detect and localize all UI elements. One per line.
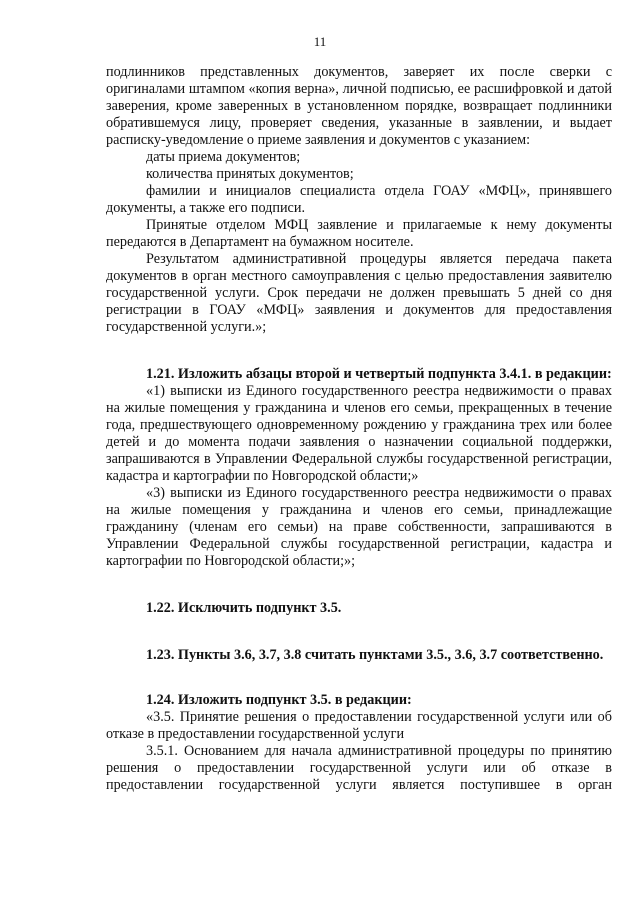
heading-1-24: 1.24. Изложить подпункт 3.5. в редакции: bbox=[146, 692, 412, 708]
list-item-dates: даты приема документов; bbox=[146, 149, 301, 165]
paragraph-item-3: «3) выписки из Единого государственного реестра недвижимости о правах на жилые помещения у гражданина и членов его семьи, принадлежащие гражданину (членам его семьи) на праве собственности, запрашиваются в Управлении Федеральной службы государственной регистрации, кадастра и картографии по Новгородской области;»; bbox=[106, 485, 612, 569]
paragraph-3-5-title: «3.5. Принятие решения о предоставлении государственной услуги или об отказе в предоставлении государственной услуги bbox=[106, 709, 612, 742]
paragraph-item-1: «1) выписки из Единого государственного реестра недвижимости о правах на жилые помещения у гражданина и членов его семьи, прекращенных в течение года, предшествующего одновременному рождению у гражданина трех или более детей и до момента подачи заявления о назначении социальной поддержки, запрашиваются в Управлении Федеральной службы государственной регистрации, кадастра и картографии по Новгородской области;» bbox=[106, 383, 612, 484]
paragraph-3-5-1: 3.5.1. Основанием для начала административной процедуры по принятию решения о предоставлении государственной услуги или об отказе в предоставлении государственной услуги является поступившее в орган bbox=[106, 743, 612, 793]
document-body bbox=[106, 64, 612, 794]
heading-1-21: 1.21. Изложить абзацы второй и четвертый подпункта 3.4.1. в редакции: bbox=[146, 366, 612, 382]
heading-1-23: 1.23. Пункты 3.6, 3.7, 3.8 считать пунктами 3.5., 3.6, 3.7 соответственно. bbox=[146, 647, 604, 663]
paragraph-continuation: подлинников представленных документов, заверяет их после сверки с оригиналами штампом «копия верна», личной подписью, ее расшифровкой и датой заверения, кроме заверенных в установленном порядке, возвращает подлинники обратившемуся лицу, проверяет сведения, указанные в заявлении, и выдает расписку-уведомление о приеме заявления и документов с указанием: bbox=[106, 64, 612, 148]
list-item-specialist: фамилии и инициалов специалиста отдела ГОАУ «МФЦ», принявшего документы, а также его подписи. bbox=[106, 183, 612, 216]
paragraph-transfer: Принятые отделом МФЦ заявление и прилагаемые к нему документы передаются в Департамент на бумажном носителе. bbox=[106, 217, 612, 250]
list-item-count: количества принятых документов; bbox=[146, 166, 354, 182]
heading-1-22: 1.22. Исключить подпункт 3.5. bbox=[146, 600, 342, 616]
page-number: 11 bbox=[313, 34, 327, 49]
paragraph-result: Результатом административной процедуры является передача пакета документов в орган местного самоуправления с целью предоставления заявителю государственной услуги. Срок передачи не должен превышать 5 дней со дня регистрации в ГОАУ «МФЦ» заявления и документов для предоставления государственной услуги.»; bbox=[106, 251, 612, 335]
